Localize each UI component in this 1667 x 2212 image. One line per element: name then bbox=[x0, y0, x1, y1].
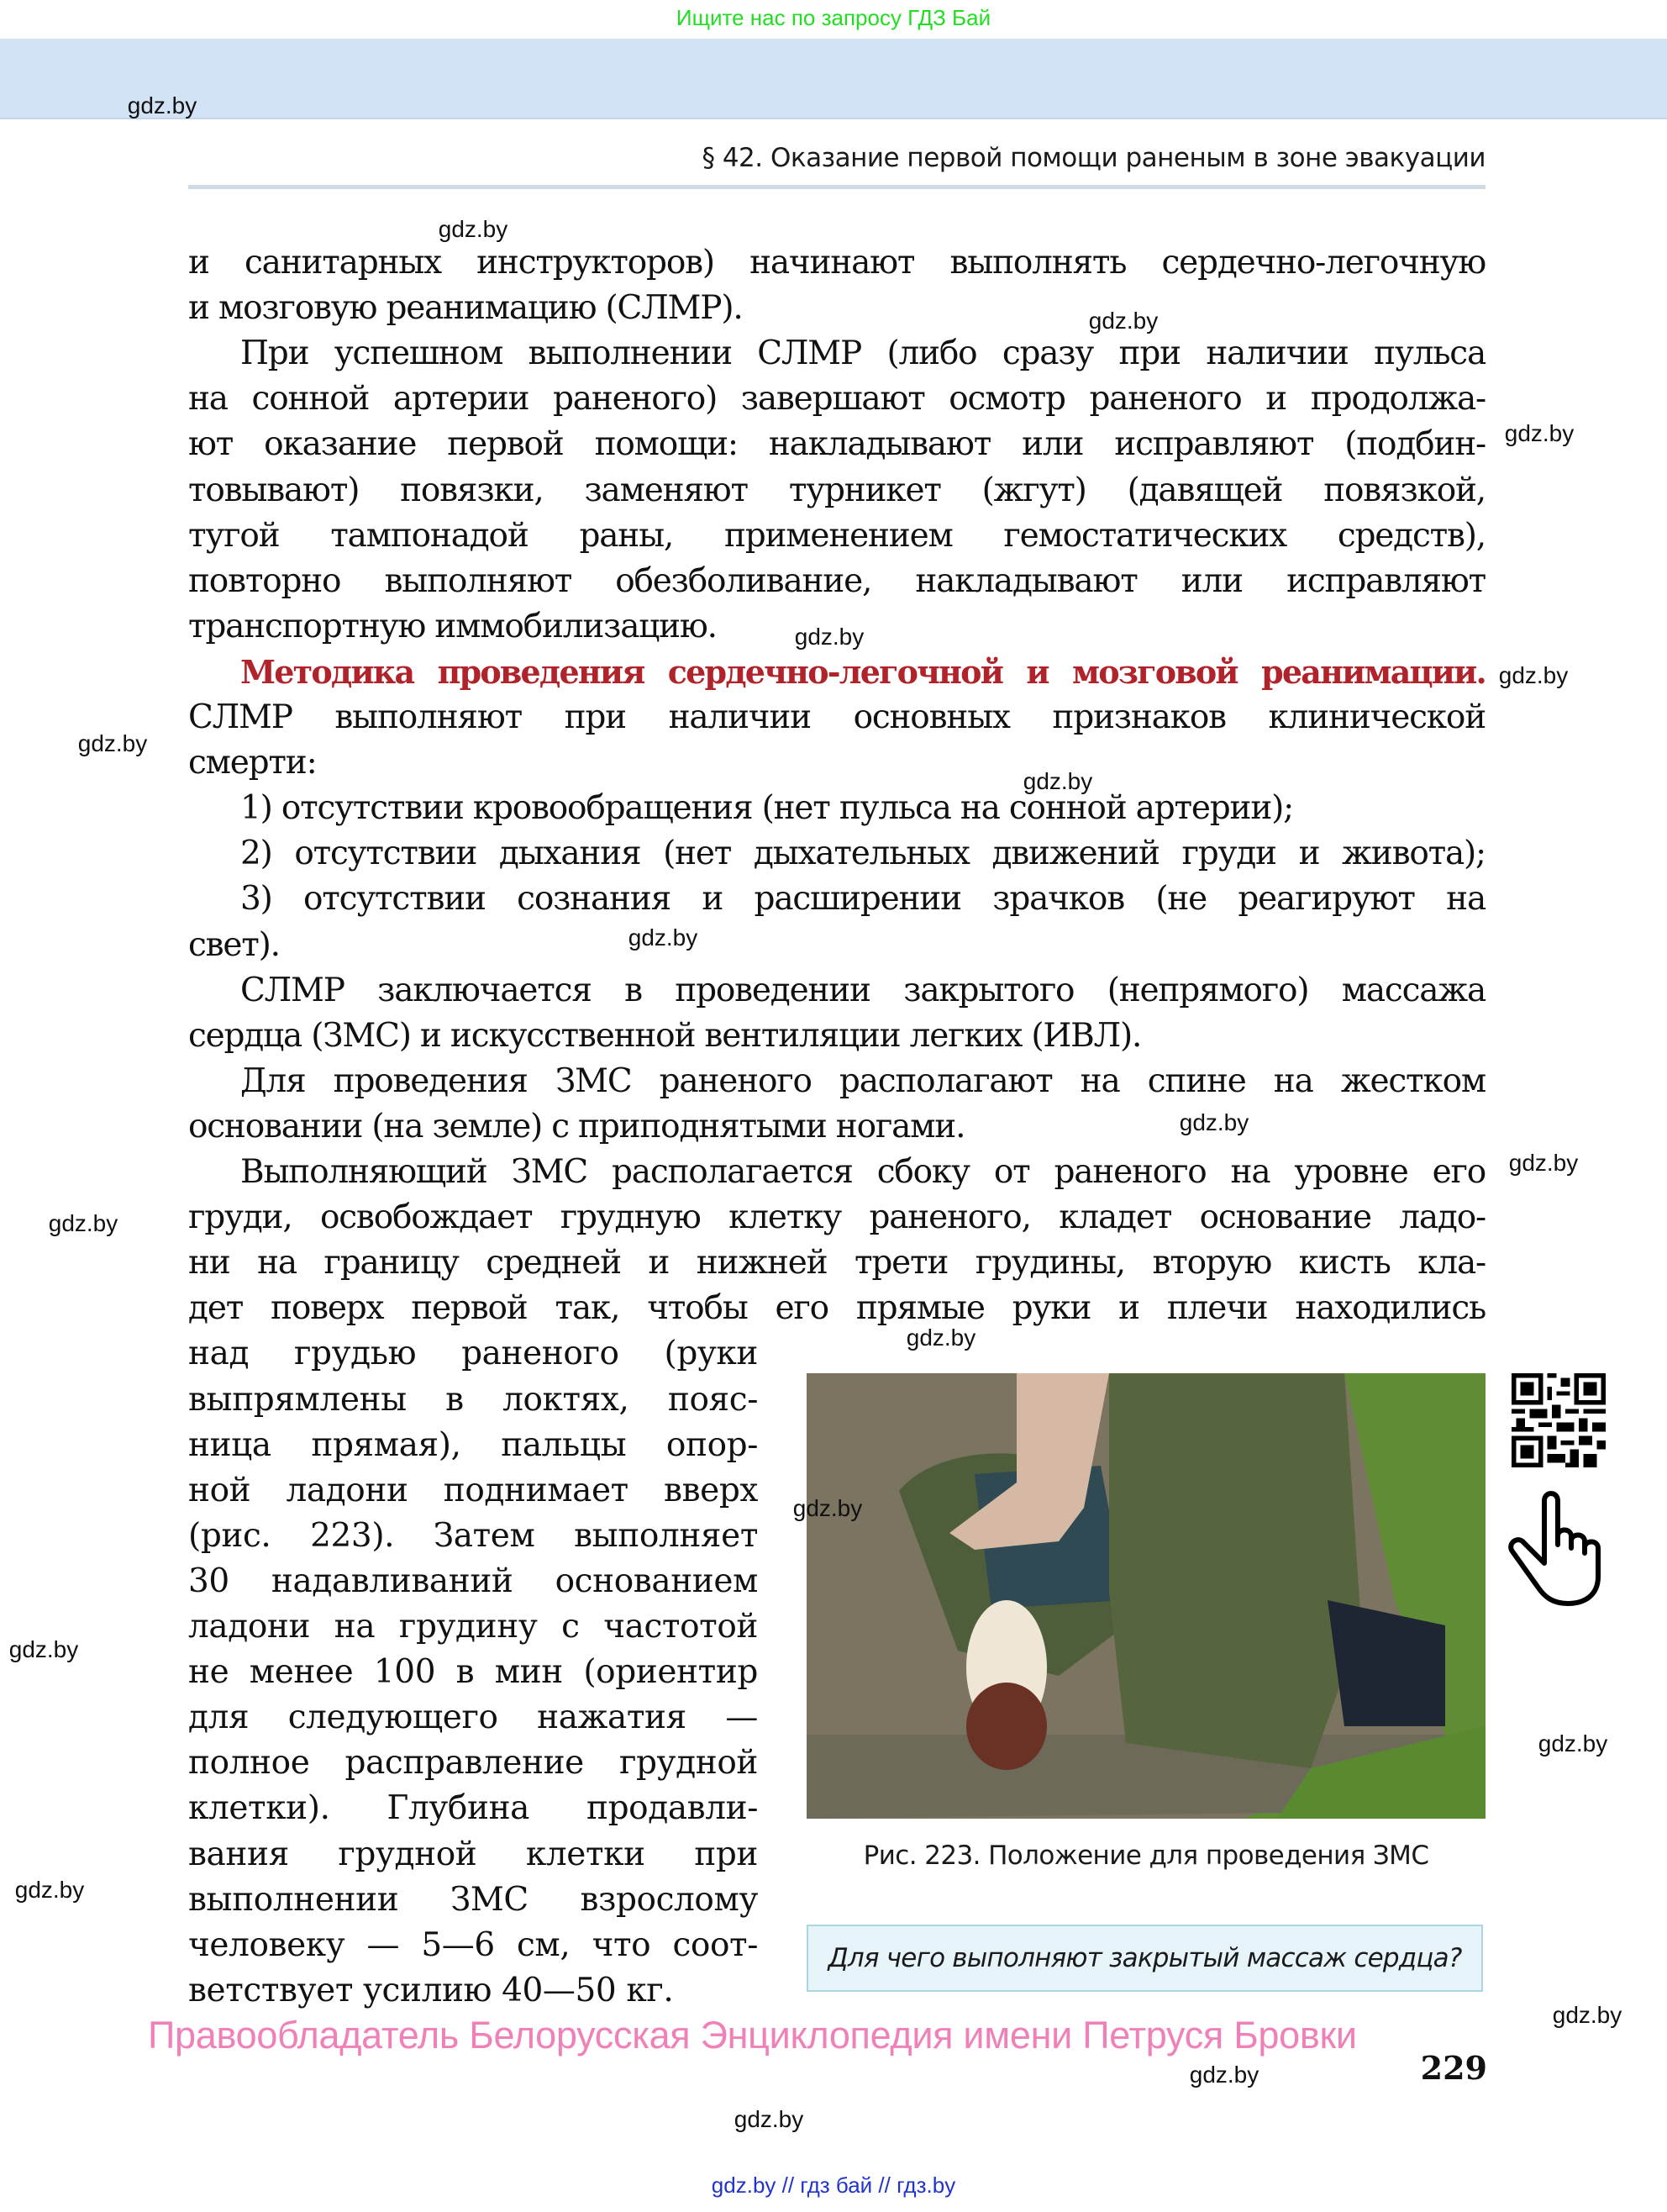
text-line: 3) отсутствии сознания и расширении зрачков (не реагируют на bbox=[240, 880, 1486, 919]
text-line: СЛМР заключается в проведении закрытого (непрямого) массажа bbox=[240, 971, 1486, 1009]
copyright-notice: Правообладатель Белорусская Энциклопедия имени Петруся Бровки bbox=[148, 2014, 1357, 2057]
watermark: gdz.by bbox=[8, 1636, 79, 1662]
text-line: вания грудной клетки при bbox=[188, 1835, 758, 1873]
text-line: СЛМР выполняют при наличии основных признаков клинической bbox=[188, 698, 1486, 736]
text-line: Выполняющий ЗМС располагается сбоку от раненого на уровне его bbox=[240, 1153, 1486, 1191]
text-line: и санитарных инструкторов) начинают выполнять сердечно-легочную bbox=[188, 244, 1486, 282]
watermark: gdz.by bbox=[1023, 768, 1093, 794]
text-line: не менее 100 в мин (ориентир bbox=[188, 1653, 758, 1692]
text-line: ни на границу средней и нижней трети грудины, вторую кисть кла- bbox=[188, 1244, 1486, 1282]
watermark: gdz.by bbox=[77, 730, 148, 756]
text-line: свет). bbox=[188, 925, 280, 964]
text-line: ной ладони поднимает вверх bbox=[188, 1471, 758, 1509]
header-divider bbox=[188, 185, 1486, 189]
pointing-hand-icon bbox=[1504, 1484, 1618, 1609]
text-line: товывают) повязки, заменяют турникет (жгут) (давящей повязкой, bbox=[188, 471, 1486, 509]
text-line: ладони на грудину с частотой bbox=[188, 1608, 758, 1646]
watermark: gdz.by bbox=[438, 216, 508, 242]
text-line: смерти: bbox=[188, 744, 317, 782]
text-line: При успешном выполнении СЛМР (либо сразу при наличии пульса bbox=[240, 334, 1486, 373]
watermark: gdz.by bbox=[1538, 1730, 1608, 1756]
watermark: gdz.by bbox=[792, 1495, 863, 1521]
watermark: gdz.by bbox=[906, 1325, 976, 1351]
text-line: груди, освобождает грудную клетку раненого, кладет основание ладо- bbox=[188, 1198, 1486, 1237]
qr-code-icon[interactable] bbox=[1511, 1373, 1607, 1467]
review-question: Для чего выполняют закрытый массаж сердца? bbox=[807, 1925, 1483, 1992]
page-number: 229 bbox=[1420, 2049, 1487, 2087]
text-line: на сонной артерии раненого) завершают осмотр раненого и продолжа- bbox=[188, 380, 1486, 419]
text-line: для следующего нажатия — bbox=[188, 1698, 758, 1737]
footer-links[interactable]: gdz.by // гдз бай // гдз.by bbox=[711, 2172, 956, 2198]
section-heading: Методика проведения сердечно-легочной и мозговой реанимации. bbox=[240, 652, 1486, 691]
running-head: § 42. Оказание первой помощи раненым в зоне эвакуации bbox=[702, 143, 1486, 173]
text-line: клетки). Глубина продавли- bbox=[188, 1789, 758, 1828]
watermark: gdz.by bbox=[1179, 1109, 1249, 1135]
text-line: 1) отсутствии кровообращения (нет пульса на сонной артерии); bbox=[240, 789, 1294, 828]
text-line: над грудью раненого (руки bbox=[188, 1335, 758, 1373]
watermark: gdz.by bbox=[1189, 2062, 1259, 2088]
text-line: повторно выполняют обезболивание, накладывают или исправляют bbox=[188, 561, 1486, 600]
header-band bbox=[0, 39, 1667, 119]
text-line: тугой тампонадой раны, применением гемостатических средств), bbox=[188, 516, 1486, 555]
text-line: транспортную иммобилизацию. bbox=[188, 607, 717, 645]
text-line: человеку — 5—6 см, что соот- bbox=[188, 1925, 758, 1964]
text-line: (рис. 223). Затем выполняет bbox=[188, 1516, 758, 1555]
text-line: Для проведения ЗМС раненого располагают на спине на жестком bbox=[240, 1061, 1486, 1100]
text-line: основании (на земле) с приподнятыми ногами. bbox=[188, 1107, 965, 1146]
text-line: дет поверх первой так, чтобы его прямые руки и плечи находились bbox=[188, 1289, 1486, 1328]
text-line: выполнении ЗМС взрослому bbox=[188, 1880, 758, 1919]
watermark: gdz.by bbox=[1508, 1150, 1579, 1176]
text-line: выпрямлены в локтях, пояс- bbox=[188, 1380, 758, 1419]
text-line: и мозговую реанимацию (СЛМР). bbox=[188, 289, 743, 328]
site-logo[interactable]: gdz.by bbox=[127, 92, 197, 118]
watermark: gdz.by bbox=[14, 1877, 85, 1903]
watermark: gdz.by bbox=[1504, 420, 1575, 446]
text-line: полное расправление грудной bbox=[188, 1744, 758, 1783]
watermark: gdz.by bbox=[734, 2106, 804, 2132]
text-line: ница прямая), пальцы опор- bbox=[188, 1425, 758, 1464]
watermark: gdz.by bbox=[1552, 2002, 1622, 2028]
text-line: 2) отсутствии дыхания (нет дыхательных движений груди и живота); bbox=[240, 835, 1486, 873]
text-line: ветствует усилию 40—50 кг. bbox=[188, 1971, 674, 2009]
watermark: gdz.by bbox=[794, 624, 865, 650]
figure-223-photo bbox=[807, 1373, 1486, 1819]
text-line: сердца (ЗМС) и искусственной вентиляции легких (ИВЛ). bbox=[188, 1016, 1142, 1055]
figure-caption: Рис. 223. Положение для проведения ЗМС bbox=[863, 1841, 1429, 1871]
text-line: ют оказание первой помощи: накладывают или исправляют (подбин- bbox=[188, 425, 1486, 464]
watermark: gdz.by bbox=[1498, 662, 1569, 688]
search-banner: Ищите нас по запросу ГДЗ Бай bbox=[676, 5, 991, 30]
cpr-photo-illustration bbox=[807, 1373, 1486, 1819]
watermark: gdz.by bbox=[1088, 308, 1159, 334]
watermark: gdz.by bbox=[628, 924, 698, 951]
watermark: gdz.by bbox=[48, 1210, 118, 1236]
text-line: 30 надавливаний основанием bbox=[188, 1562, 758, 1600]
